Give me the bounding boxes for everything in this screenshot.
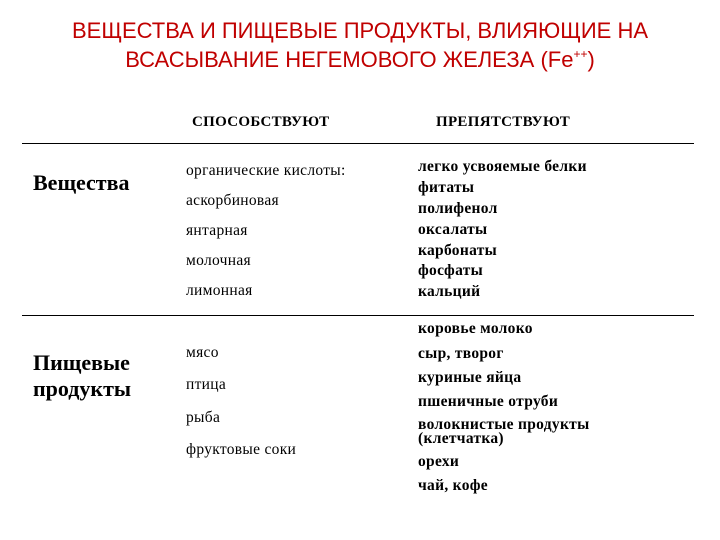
list-item: сыр, творог: [418, 345, 504, 362]
list-item: органические кислоты:: [186, 162, 346, 179]
list-item: коровье молоко: [418, 320, 533, 337]
table-top-rule: [22, 143, 694, 144]
list-item: фосфаты: [418, 262, 484, 279]
row-label-substances: Вещества: [33, 170, 130, 195]
list-item: аскорбиновая: [186, 192, 279, 209]
list-item: кальций: [418, 283, 481, 300]
list-item: (клетчатка): [418, 430, 504, 447]
header-promote: СПОСОБСТВУЮТ: [192, 114, 330, 130]
list-item: оксалаты: [418, 221, 488, 238]
title-line-2-end: ): [587, 47, 595, 72]
list-item: фитаты: [418, 179, 475, 196]
list-item: лимонная: [186, 282, 253, 299]
row-label-foods-line-1: Пищевые: [33, 350, 130, 375]
title-superscript: ++: [573, 47, 588, 61]
page-title: [0, 16, 720, 74]
row-separator-rule: [22, 315, 694, 316]
header-inhibit: ПРЕПЯТСТВУЮТ: [436, 114, 571, 130]
list-item: чай, кофе: [418, 477, 488, 494]
list-item: карбонаты: [418, 242, 498, 259]
list-item: мясо: [186, 344, 219, 361]
list-item: легко усвояемые белки: [418, 158, 587, 175]
title-line-2: [0, 45, 720, 74]
list-item: молочная: [186, 252, 251, 269]
list-item: янтарная: [186, 222, 248, 239]
title-line-2-main: ВСАСЫВАНИЕ НЕГЕМОВОГО ЖЕЛЕЗА (Fe: [125, 47, 574, 72]
title-line-1: ВЕЩЕСТВА И ПИЩЕВЫЕ ПРОДУКТЫ, ВЛИЯЮЩИЕ НА: [71, 18, 649, 43]
row-label-foods-line-2: продукты: [33, 376, 132, 401]
list-item: фруктовые соки: [186, 441, 297, 458]
row-label-foods: [33, 350, 131, 402]
list-item: орехи: [418, 453, 460, 470]
list-item: рыба: [186, 409, 221, 426]
list-item: волокнистые продукты: [418, 416, 590, 433]
list-item: птица: [186, 376, 227, 393]
list-item: пшеничные отруби: [418, 393, 559, 410]
list-item: полифенол: [418, 200, 498, 217]
list-item: куриные яйца: [418, 369, 522, 386]
